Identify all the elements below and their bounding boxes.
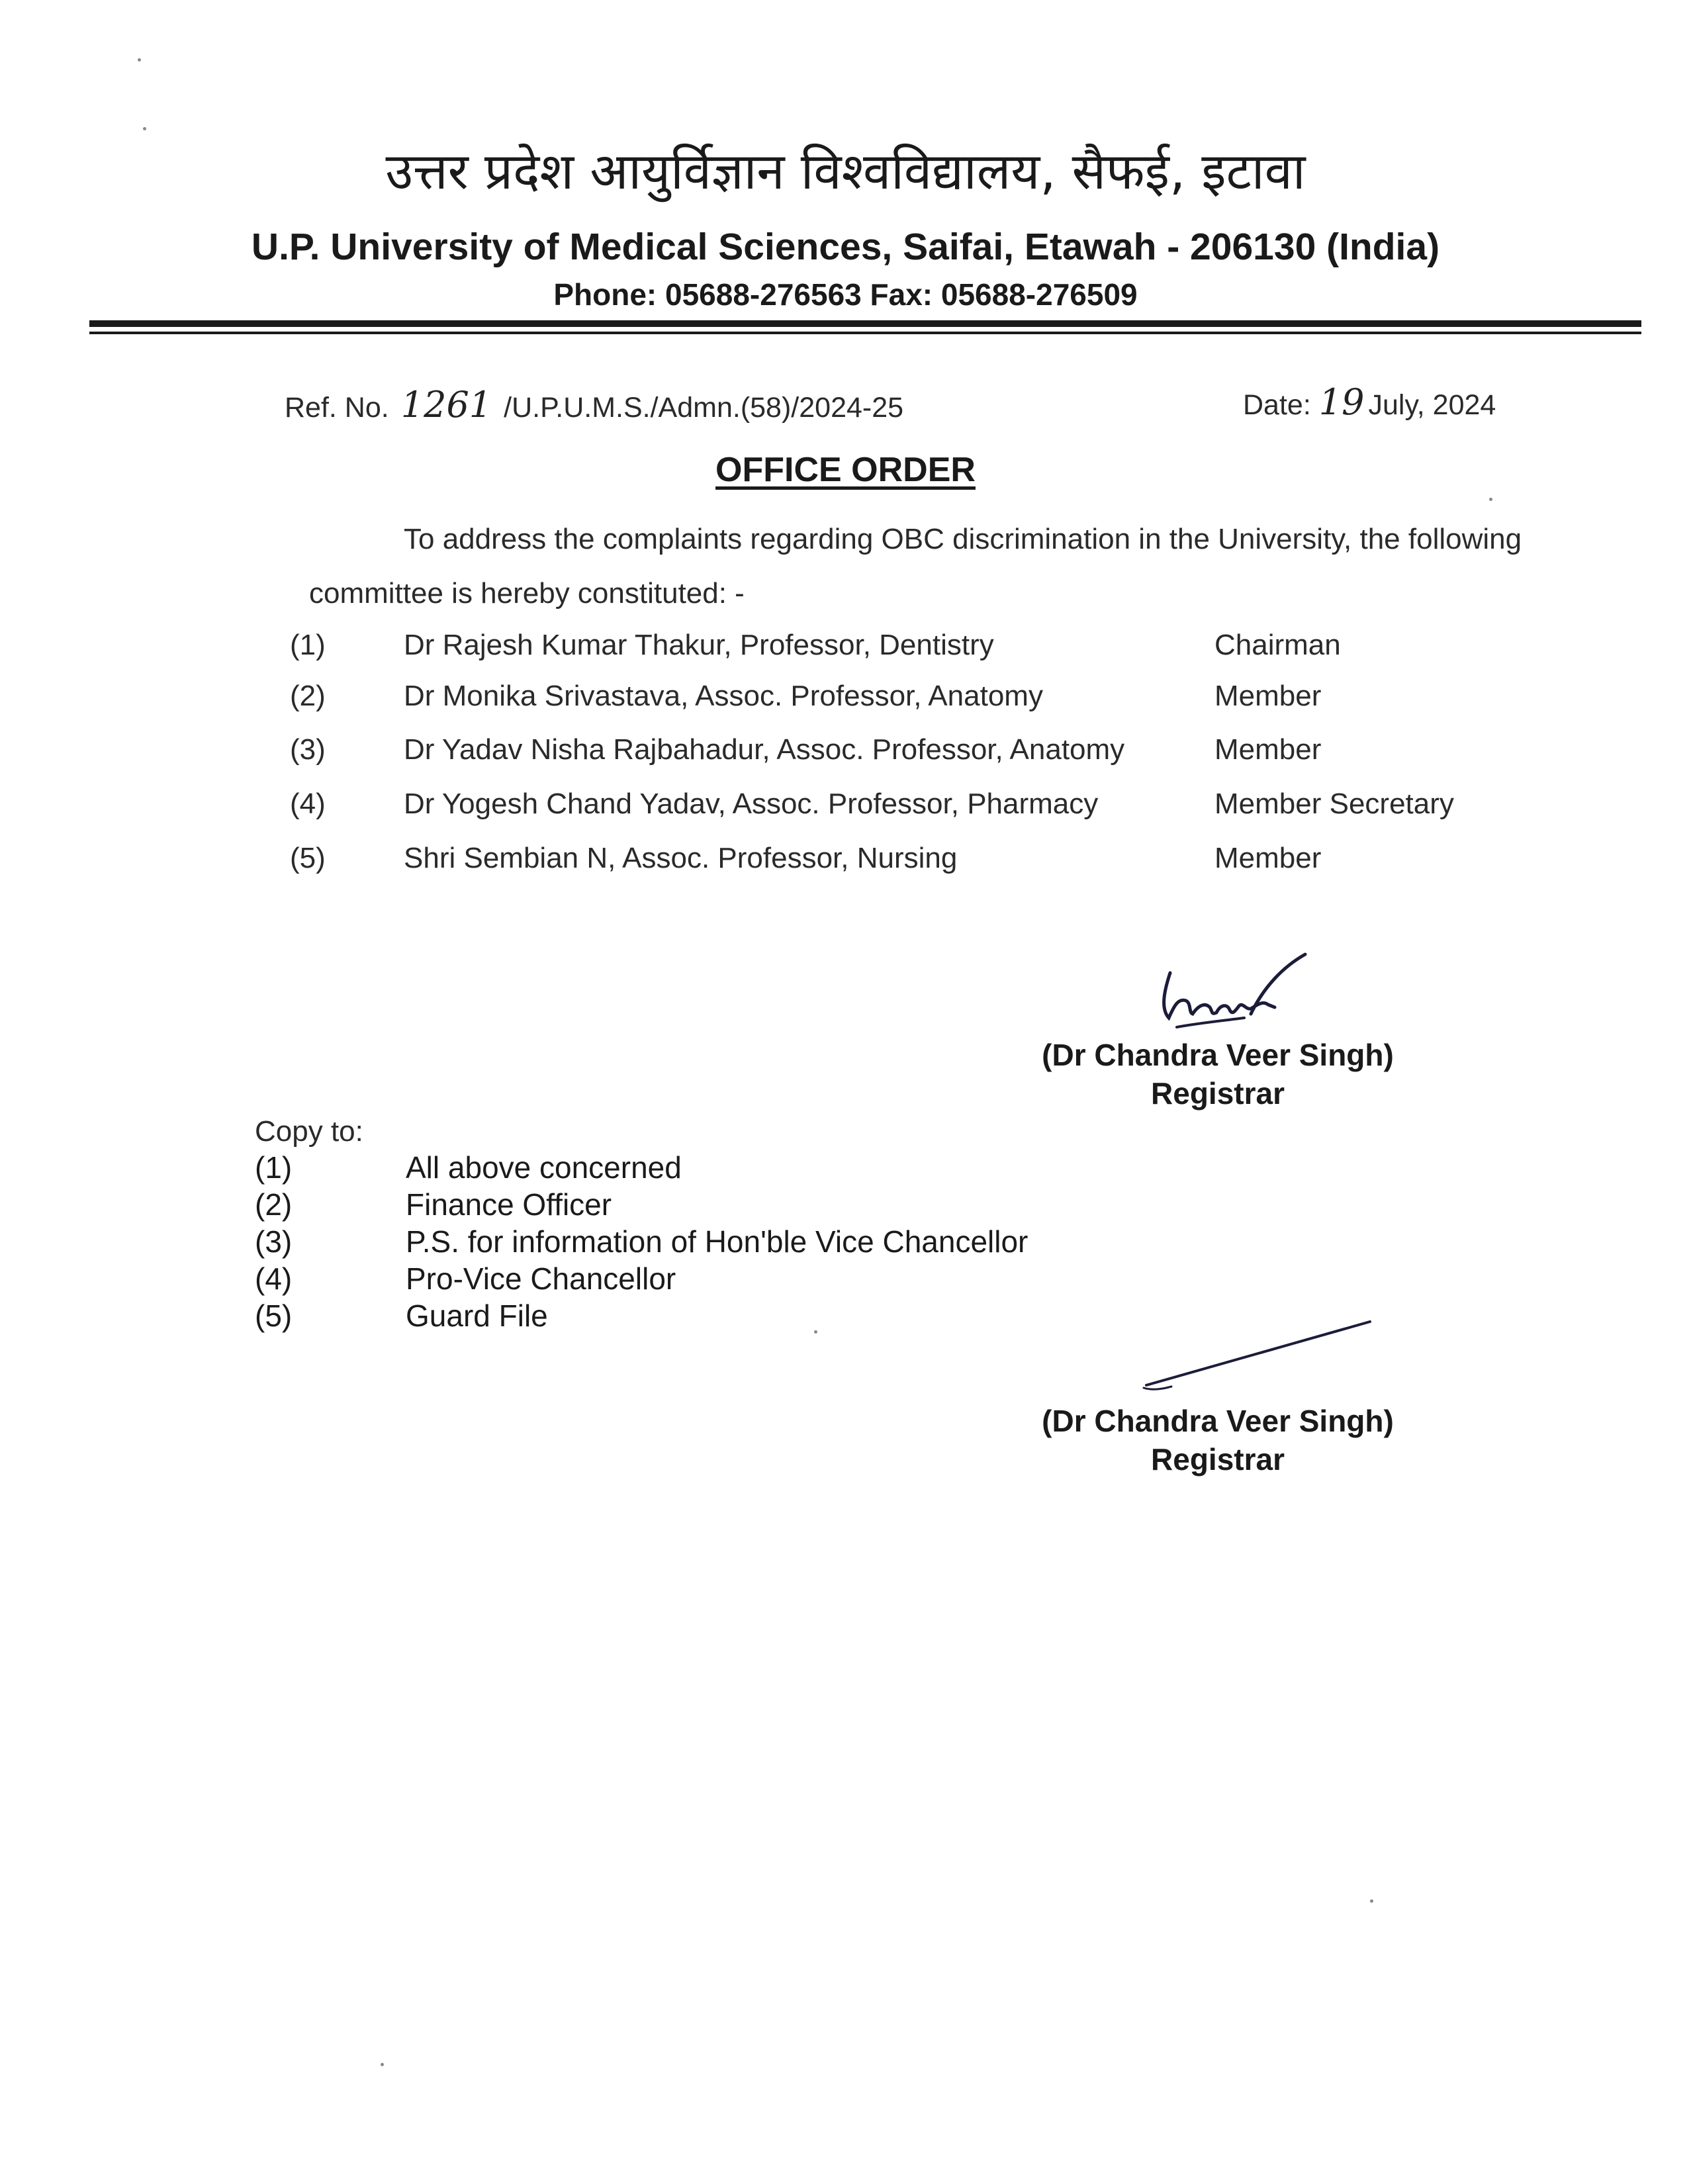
header-rule-thin: [89, 332, 1641, 334]
copy-to-recipient: All above concerned: [406, 1150, 682, 1185]
contact-line: Phone: 05688-276563 Fax: 05688-276509: [553, 277, 1138, 312]
scan-speck: [1370, 1899, 1373, 1903]
committee-number: (4): [290, 788, 326, 820]
committee-number: (1): [290, 629, 326, 661]
scan-speck: [143, 127, 146, 130]
copy-to-recipient: P.S. for information of Hon'ble Vice Chancellor: [406, 1224, 1028, 1259]
university-name-english: U.P. University of Medical Sciences, Saifai, Etawah - 206130 (India): [251, 226, 1440, 268]
document-title: OFFICE ORDER: [715, 451, 976, 489]
copy-to-recipient: Guard File: [406, 1298, 548, 1333]
date-label: Date:: [1243, 389, 1311, 421]
committee-row: [0, 842, 1691, 882]
intro-line-2: committee is hereby constituted: -: [309, 577, 745, 610]
copy-to-item: [0, 1150, 1691, 1187]
signatory-designation: Registrar: [1151, 1442, 1285, 1477]
committee-row: [0, 629, 1691, 668]
scan-speck: [1489, 498, 1492, 501]
university-name-hindi: उत्तर प्रदेश आयुर्विज्ञान विश्वविद्यालय, सैफई, इटावा: [385, 142, 1306, 201]
committee-member-name: Dr Monika Srivastava, Assoc. Professor, Anatomy: [404, 680, 1043, 712]
committee-number: (2): [290, 680, 326, 712]
header-rule-thick: [89, 320, 1641, 327]
committee-member-name: Dr Yadav Nisha Rajbahadur, Assoc. Professor, Anatomy: [404, 733, 1125, 766]
copy-to-number: (2): [255, 1187, 293, 1222]
committee-row: [0, 788, 1691, 827]
date-line: [1243, 381, 1496, 423]
copy-to-number: (5): [255, 1298, 293, 1333]
committee-role: Member: [1214, 733, 1322, 766]
date-day-handwritten: 19: [1318, 381, 1365, 423]
committee-role: Chairman: [1214, 629, 1341, 661]
committee-member-name: Dr Rajesh Kumar Thakur, Professor, Dentistry: [404, 629, 994, 661]
copy-to-item: [0, 1261, 1691, 1298]
signatory-name: (Dr Chandra Veer Singh): [1042, 1038, 1394, 1072]
committee-number: (3): [290, 733, 326, 766]
signature-block-1: [993, 1036, 1443, 1113]
handwritten-signature-2: [1138, 1314, 1377, 1393]
handwritten-signature-1: [1152, 946, 1324, 1039]
scan-speck: [138, 58, 141, 62]
reference-suffix: /U.P.U.M.S./Admn.(58)/2024-25: [504, 392, 904, 424]
copy-to-item: [0, 1187, 1691, 1224]
committee-role: Member Secretary: [1214, 788, 1454, 820]
reference-label: Ref. No.: [285, 392, 389, 424]
scan-speck: [381, 2063, 384, 2066]
date-rest: July, 2024: [1368, 389, 1496, 421]
signatory-designation: Registrar: [1151, 1076, 1285, 1111]
committee-row: [0, 733, 1691, 773]
copy-to-number: (4): [255, 1261, 293, 1296]
committee-member-name: Dr Yogesh Chand Yadav, Assoc. Professor, Pharmacy: [404, 788, 1099, 820]
copy-to-number: (3): [255, 1224, 293, 1259]
copy-to-title: Copy to:: [255, 1115, 363, 1148]
copy-to-item: [0, 1298, 1691, 1335]
reference-line: [285, 384, 903, 426]
committee-row: [0, 680, 1691, 719]
reference-number-handwritten: 1261: [400, 384, 492, 426]
intro-line-1: To address the complaints regarding OBC discrimination in the University, the following: [404, 523, 1522, 555]
copy-to-recipient: Pro-Vice Chancellor: [406, 1261, 676, 1296]
committee-number: (5): [290, 842, 326, 874]
committee-role: Member: [1214, 842, 1322, 874]
signatory-name: (Dr Chandra Veer Singh): [1042, 1404, 1394, 1438]
copy-to-item: [0, 1224, 1691, 1261]
committee-member-name: Shri Sembian N, Assoc. Professor, Nursing: [404, 842, 958, 874]
committee-role: Member: [1214, 680, 1322, 712]
signature-block-2: [993, 1402, 1443, 1479]
copy-to-number: (1): [255, 1150, 293, 1185]
copy-to-recipient: Finance Officer: [406, 1187, 612, 1222]
scan-speck: [814, 1330, 817, 1334]
